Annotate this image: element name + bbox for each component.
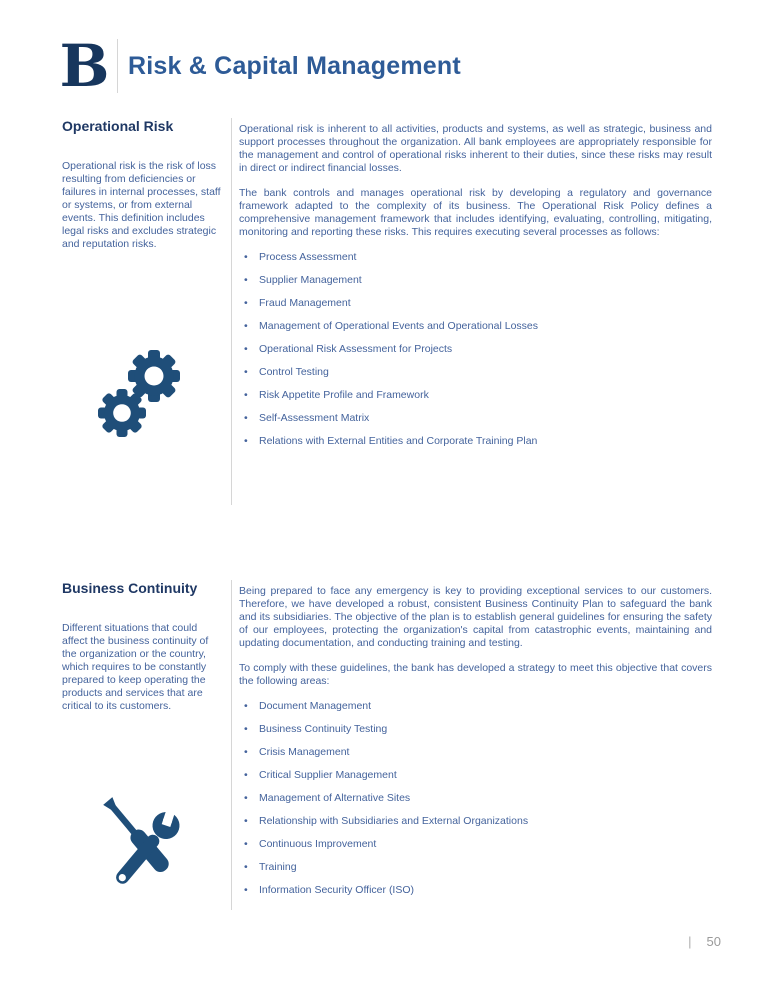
- bullet-item: • Process Assessment: [239, 251, 712, 264]
- bullet-list: [239, 251, 712, 448]
- left-column: [62, 118, 224, 251]
- page-title: Risk & Capital Management: [128, 51, 461, 80]
- paragraph: The bank controls and manages operational risk by developing a regulatory and governance framework adapted to the complexity of its business. The Operational Risk Policy defines a comprehensive management framework that includes identifying, evaluating, controlling, mitigating, monitoring and reporting these risks. This requires executing several processes as follows:: [239, 187, 712, 238]
- bullet-item: • Relations with External Entities and Corporate Training Plan: [239, 435, 712, 448]
- left-column: [62, 580, 224, 713]
- page-footer: [688, 934, 721, 949]
- bullet-item: • Business Continuity Testing: [239, 723, 712, 736]
- bullet-item: • Training: [239, 861, 712, 874]
- bullet-item: • Continuous Improvement: [239, 838, 712, 851]
- section-operational-risk: [62, 118, 712, 518]
- paragraph: To comply with these guidelines, the bank has developed a strategy to meet this objective that covers the following areas:: [239, 662, 712, 687]
- bullet-item: • Relationship with Subsidiaries and External Organizations: [239, 815, 712, 828]
- bullet-item: • Crisis Management: [239, 746, 712, 759]
- bullet-item: • Operational Risk Assessment for Projects: [239, 343, 712, 356]
- tools-icon: [96, 787, 190, 897]
- page-number: 50: [706, 934, 721, 949]
- section-heading: Operational Risk: [62, 118, 174, 134]
- section-summary: Operational risk is the risk of loss resulting from deficiencies or failures in internal processes, staff or systems, or from external events. This definition includes legal risks and excludes strategic and reputation risks.: [62, 160, 221, 250]
- gears-icon: [96, 348, 184, 444]
- bullet-item: • Management of Operational Events and Operational Losses: [239, 320, 712, 333]
- section-heading: Business Continuity: [62, 580, 198, 596]
- section-business-continuity: [62, 580, 712, 920]
- bullet-item: • Document Management: [239, 700, 712, 713]
- bullet-item: • Risk Appetite Profile and Framework: [239, 389, 712, 402]
- bullet-item: • Control Testing: [239, 366, 712, 379]
- footer-separator: |: [688, 934, 692, 949]
- section-summary: Different situations that could affect the business continuity of the organization or the country, which requires to be constantly prepared to keep operating the products and services that are critical to its customers.: [62, 622, 209, 712]
- paragraph: Being prepared to face any emergency is key to providing exceptional services to our customers. Therefore, we have developed a robust, consistent Business Continuity Plan to safeguard the bank and its subsidiaries. The objective of the plan is to establish general guidelines for ensuring the safety of our employees, protecting the organization's capital from catastrophic events, maintaining and updating documentation, and conducting training and testing.: [239, 585, 712, 649]
- bullet-item: • Critical Supplier Management: [239, 769, 712, 782]
- bullet-item: • Information Security Officer (ISO): [239, 884, 712, 897]
- bank-logo-icon: B: [59, 32, 108, 100]
- bullet-item: • Self-Assessment Matrix: [239, 412, 712, 425]
- page-header: [60, 34, 461, 98]
- right-column: [231, 580, 712, 910]
- paragraph: Operational risk is inherent to all activities, products and systems, as well as strategic, business and support processes throughout the organization. All bank employees are appropriately responsible for the management and control of operational risks inherent to their duties, since these risks may result in direct or indirect financial losses.: [239, 123, 712, 174]
- right-column: [231, 118, 712, 505]
- bullet-item: • Fraud Management: [239, 297, 712, 310]
- bullet-item: • Management of Alternative Sites: [239, 792, 712, 805]
- header-divider: [117, 39, 118, 93]
- bullet-list: [239, 700, 712, 897]
- bullet-item: • Supplier Management: [239, 274, 712, 287]
